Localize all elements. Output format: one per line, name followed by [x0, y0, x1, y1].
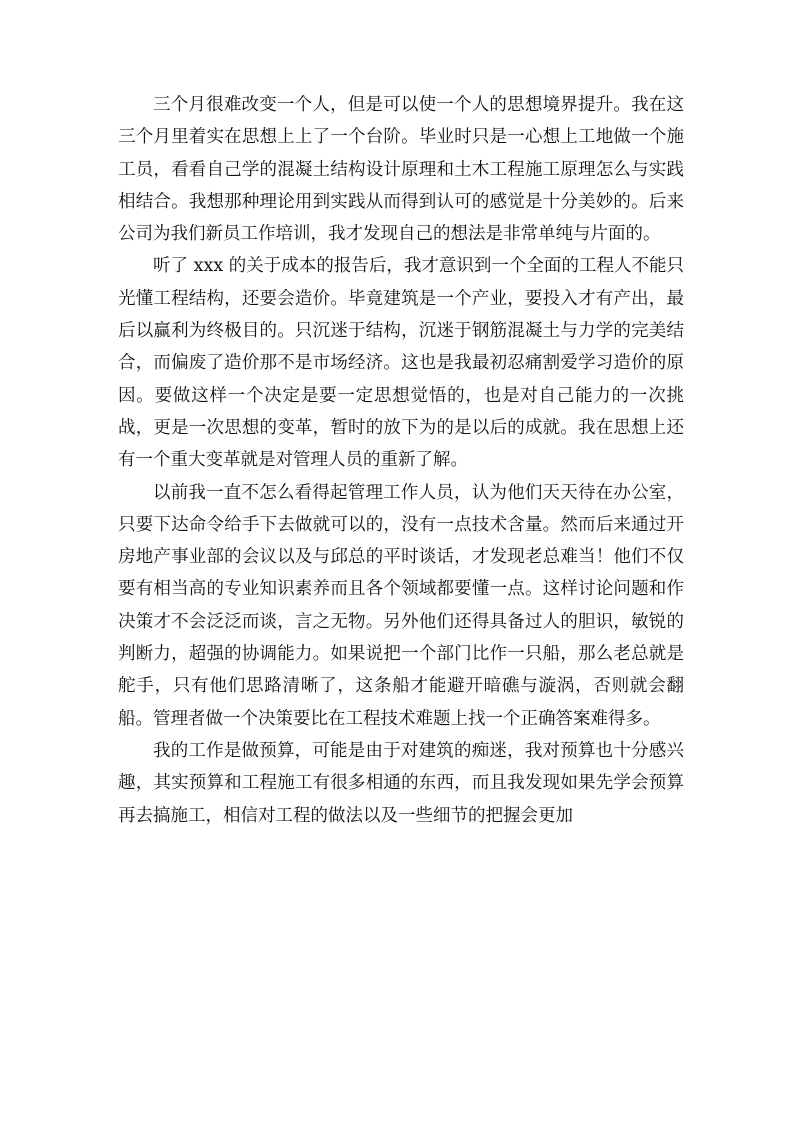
- paragraph-1: 三个月很难改变一个人，但是可以使一个人的思想境界提升。我在这三个月里着实在思想上上了一个台阶。毕业时只是一心想上工地做一个施工员，看看自己学的混凝土结构设计原理和土木工程施工原理怎么与实践相结合。我想那种理论用到实践从而得到认可的感觉是十分美妙的。后来公司为我们新员工作培训，我才发现自己的想法是非常单纯与片面的。: [118, 95, 684, 245]
- paragraph-2: 听了 xxx 的关于成本的报告后，我才意识到一个全面的工程人不能只光懂工程结构，还要会造价。毕竟建筑是一个产业，要投入才有产出，最后以赢利为终极目的。只沉迷于结构，沉迷于钢筋混凝土与力学的完美结合，而偏废了造价那不是市场经济。这也是我最初忍痛割爱学习造价的原因。要做这样一个决定是要一定思想觉悟的，也是对自己能力的一次挑战，更是一次思想的变革，暂时的放下为的是以后的成就。我在思想上还有一个重大变革就是对管理人员的重新了解。: [118, 256, 684, 471]
- paragraph-3: 以前我一直不怎么看得起管理工作人员，认为他们天天待在办公室，只要下达命令给手下去做就可以的，没有一点技术含量。然而后来通过开房地产事业部的会议以及与邱总的平时谈话，才发现老总难当！他们不仅要有相当高的专业知识素养而且各个领域都要懂一点。这样讨论问题和作决策才不会泛泛而谈，言之无物。另外他们还得具备过人的胆识，敏锐的判断力，超强的协调能力。如果说把一个部门比作一只船，那么老总就是舵手，只有他们思路清晰了，这条船才能避开暗礁与漩涡，否则就会翻船。管理者做一个决策要比在工程技术难题上找一个正确答案难得多。: [118, 482, 684, 729]
- document-body: [118, 89, 684, 832]
- paragraph-4: 我的工作是做预算，可能是由于对建筑的痴迷，我对预算也十分感兴趣，其实预算和工程施工有很多相通的东西，而且我发现如果先学会预算再去搞施工，相信对工程的做法以及一些细节的把握会更加: [118, 740, 684, 826]
